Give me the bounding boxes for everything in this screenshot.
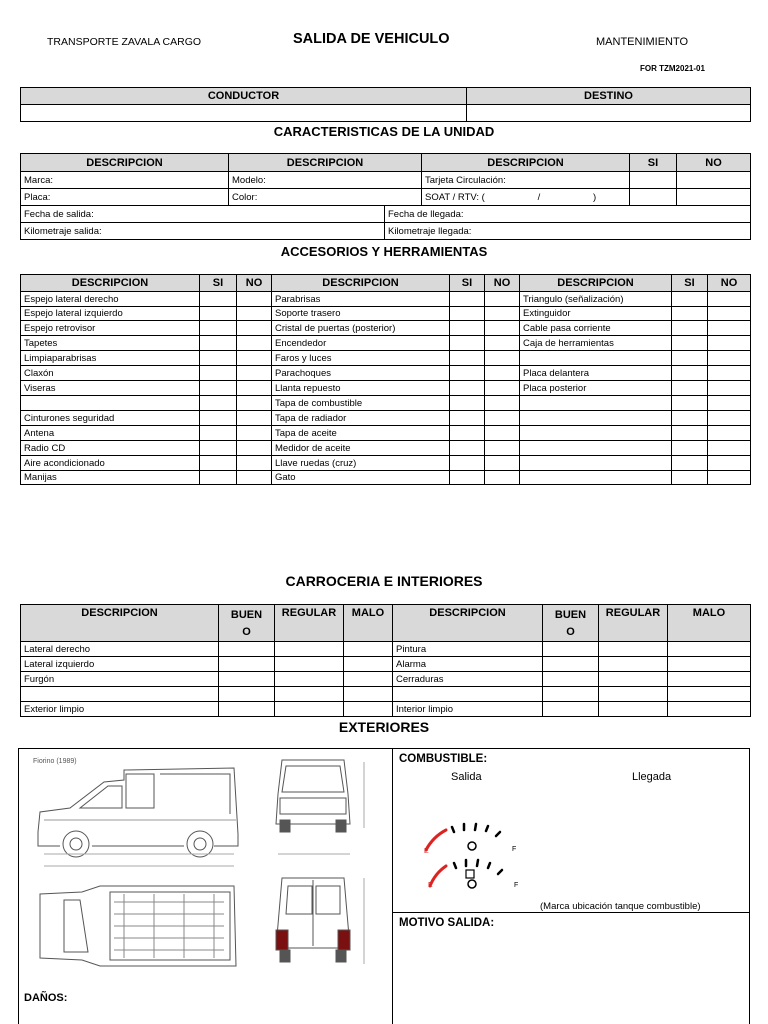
accesorio-item: Aire acondicionado [21,456,200,471]
accesorio-no-cell[interactable] [237,307,272,321]
accesorio-item: Tapa de combustible [272,396,450,411]
accesorio-item: Parabrisas [272,292,450,307]
carroceria-regular-cell[interactable] [275,687,344,702]
carroceria-item: Exterior limpio [21,702,219,717]
accesorio-si-cell[interactable] [450,426,485,441]
destino-header: DESTINO [467,88,751,105]
carroceria-malo-cell[interactable] [344,642,393,657]
accesorio-si-cell[interactable] [450,307,485,321]
accesorio-item: Llave ruedas (cruz) [272,456,450,471]
accesorio-item: Placa posterior [520,381,672,396]
accesorio-si-cell[interactable] [200,426,237,441]
accesorio-si-cell[interactable] [200,396,237,411]
combustible-label: COMBUSTIBLE: [399,753,488,765]
regular-header: REGULAR [275,605,344,642]
caracteristicas-table [20,153,751,240]
accesorio-item: Espejo lateral izquierdo [21,307,200,321]
accesorio-item [520,441,672,456]
accesorio-si-cell[interactable] [672,292,708,307]
driver-destination-table [20,87,751,122]
accesorio-si-cell[interactable] [200,471,237,485]
carroceria-malo-cell[interactable] [668,642,751,657]
accesorio-si-cell[interactable] [672,336,708,351]
accesorio-no-cell[interactable] [485,441,520,456]
accesorio-no-cell[interactable] [237,366,272,381]
divider [392,912,750,913]
accesorio-no-cell[interactable] [708,366,751,381]
accesorio-no-cell[interactable] [485,336,520,351]
desc-header: DESCRIPCION [229,154,422,172]
accesorio-item: Viseras [21,381,200,396]
accesorio-si-cell[interactable] [450,366,485,381]
accesorio-si-cell[interactable] [200,307,237,321]
accesorio-item: Encendedor [272,336,450,351]
carroceria-regular-cell[interactable] [599,657,668,672]
no-header: NO [708,275,751,292]
accesorio-no-cell[interactable] [485,426,520,441]
accesorio-item: Caja de herramientas [520,336,672,351]
accesorio-si-cell[interactable] [200,351,237,366]
accesorio-item: Espejo retrovisor [21,321,200,336]
motivo-salida-field[interactable] [394,934,748,1022]
si-header: SI [450,275,485,292]
accesorio-no-cell[interactable] [708,321,751,336]
carroceria-title: CARROCERIA E INTERIORES [285,573,483,589]
accesorio-no-cell[interactable] [708,336,751,351]
caracteristicas-title: CARACTERISTICAS DE LA UNIDAD [273,124,495,139]
fecha-llegada-field[interactable]: Fecha de llegada: [385,206,751,223]
accesorio-no-cell[interactable] [708,351,751,366]
fuel-gauge-icon[interactable] [402,808,542,900]
desc-header: DESCRIPCION [272,275,450,292]
soat-field[interactable]: SOAT / RTV: ( / ) [422,189,630,206]
accesorio-no-cell[interactable] [708,292,751,307]
form-code: FOR TZM2021-01 [640,64,705,73]
accesorio-item [520,396,672,411]
gauge-empty-label: E [428,882,433,889]
accesorio-si-cell[interactable] [450,321,485,336]
malo-header: MALO [668,605,751,642]
divider [392,748,393,1024]
bueno-header: BUEN O [219,605,275,642]
carroceria-malo-cell[interactable] [344,672,393,687]
accesorio-si-cell[interactable] [672,441,708,456]
accesorio-item: Limpiaparabrisas [21,351,200,366]
desc-header: DESCRIPCION [520,275,672,292]
accesorio-si-cell[interactable] [200,336,237,351]
fecha-salida-field[interactable]: Fecha de salida: [21,206,385,223]
accesorio-no-cell[interactable] [485,411,520,426]
carroceria-bueno-cell[interactable] [219,657,275,672]
accesorio-item: Cristal de puertas (posterior) [272,321,450,336]
carroceria-regular-cell[interactable] [599,642,668,657]
carroceria-bueno-cell[interactable] [219,642,275,657]
carroceria-item: Lateral derecho [21,642,219,657]
accesorio-si-cell[interactable] [672,396,708,411]
accesorio-item: Radio CD [21,441,200,456]
accesorio-no-cell[interactable] [708,426,751,441]
regular-header: REGULAR [599,605,668,642]
carroceria-regular-cell[interactable] [275,657,344,672]
si-header: SI [200,275,237,292]
color-field[interactable]: Color: [229,189,422,206]
accesorio-no-cell[interactable] [237,351,272,366]
accesorio-no-cell[interactable] [708,307,751,321]
accesorio-item: Tapetes [21,336,200,351]
accesorio-item [520,456,672,471]
accesorio-no-cell[interactable] [237,456,272,471]
danos-label: DAÑOS: [24,992,68,1004]
carroceria-regular-cell[interactable] [275,642,344,657]
accesorio-no-cell[interactable] [485,321,520,336]
placa-field[interactable]: Placa: [21,189,229,206]
accesorio-no-cell[interactable] [708,396,751,411]
carroceria-bueno-cell[interactable] [543,657,599,672]
carroceria-malo-cell[interactable] [668,687,751,702]
accesorio-no-cell[interactable] [485,292,520,307]
accesorio-no-cell[interactable] [485,456,520,471]
accesorio-si-cell[interactable] [450,351,485,366]
tarjeta-no[interactable] [677,172,751,189]
accesorio-no-cell[interactable] [708,381,751,396]
accesorio-item: Placa delantera [520,366,672,381]
vehicle-diagram[interactable] [24,754,384,994]
accesorio-si-cell[interactable] [450,411,485,426]
vehicle-front-view-icon [276,760,364,854]
accesorio-si-cell[interactable] [200,381,237,396]
accesorio-si-cell[interactable] [450,336,485,351]
accesorio-si-cell[interactable] [200,456,237,471]
accesorio-si-cell[interactable] [672,411,708,426]
destino-field[interactable] [467,105,751,122]
gauge-note: (Marca ubicación tanque combustible) [540,901,701,912]
carroceria-malo-cell[interactable] [344,702,393,717]
carroceria-item: Interior limpio [393,702,543,717]
accesorio-si-cell[interactable] [672,351,708,366]
accesorio-no-cell[interactable] [237,381,272,396]
accesorio-item: Triangulo (señalización) [520,292,672,307]
accesorio-si-cell[interactable] [672,321,708,336]
carroceria-malo-cell[interactable] [668,702,751,717]
carroceria-item: Alarma [393,657,543,672]
accesorio-item: Claxón [21,366,200,381]
accesorio-no-cell[interactable] [485,366,520,381]
malo-header: MALO [344,605,393,642]
accesorio-item: Soporte trasero [272,307,450,321]
accesorio-item: Cable pasa corriente [520,321,672,336]
accesorio-no-cell[interactable] [485,307,520,321]
accesorio-item: Gato [272,471,450,485]
department: MANTENIMIENTO [596,36,689,48]
accesorio-no-cell[interactable] [237,292,272,307]
accesorio-item: Cinturones seguridad [21,411,200,426]
desc-header: DESCRIPCION [422,154,630,172]
carroceria-regular-cell[interactable] [599,687,668,702]
accesorio-item [520,426,672,441]
si-header: SI [672,275,708,292]
accesorio-item: Antena [21,426,200,441]
carroceria-bueno-cell[interactable] [219,687,275,702]
accesorio-si-cell[interactable] [672,366,708,381]
desc-header: DESCRIPCION [393,605,543,642]
accesorio-si-cell[interactable] [450,292,485,307]
accesorio-item [520,411,672,426]
accesorio-item [21,396,200,411]
desc-header: DESCRIPCION [21,605,219,642]
accesorio-no-cell[interactable] [237,441,272,456]
gauge-empty-label: E [424,848,429,855]
bueno-header: BUEN O [543,605,599,642]
no-header: NO [677,154,751,172]
accesorio-no-cell[interactable] [237,396,272,411]
tarjeta-si[interactable] [630,172,677,189]
accesorio-si-cell[interactable] [450,471,485,485]
accesorio-item: Manijas [21,471,200,485]
gauge-full-label: F [514,882,519,889]
accesorio-si-cell[interactable] [200,411,237,426]
accesorio-si-cell[interactable] [672,456,708,471]
accesorio-no-cell[interactable] [708,441,751,456]
accesorio-no-cell[interactable] [485,351,520,366]
accesorio-si-cell[interactable] [672,307,708,321]
accesorio-item: Faros y luces [272,351,450,366]
accesorio-si-cell[interactable] [450,441,485,456]
carroceria-bueno-cell[interactable] [543,672,599,687]
conductor-field[interactable] [21,105,467,122]
accesorio-item: Medidor de aceite [272,441,450,456]
carroceria-table [20,604,751,717]
desc-header: DESCRIPCION [21,154,229,172]
carroceria-item [393,687,543,702]
si-header: SI [630,154,677,172]
conductor-header: CONDUCTOR [21,88,467,105]
gauge-full-label: F [512,846,517,853]
carroceria-malo-cell[interactable] [344,657,393,672]
accesorio-si-cell[interactable] [450,396,485,411]
accesorio-no-cell[interactable] [237,471,272,485]
carroceria-regular-cell[interactable] [275,702,344,717]
accesorios-table [20,274,751,485]
accesorio-item [520,351,672,366]
km-salida-field[interactable]: Kilometraje salida: [21,223,385,240]
desc-header: DESCRIPCION [21,275,200,292]
accesorio-no-cell[interactable] [485,381,520,396]
no-header: NO [485,275,520,292]
llegada-label: Llegada [632,771,672,783]
vehicle-side-view-icon [38,768,238,866]
km-llegada-field[interactable]: Kilometraje llegada: [385,223,751,240]
salida-label: Salida [451,771,482,783]
company-name: TRANSPORTE ZAVALA CARGO [47,36,202,48]
accesorio-item: Tapa de aceite [272,426,450,441]
accesorio-si-cell[interactable] [200,292,237,307]
accesorio-item [520,471,672,485]
soat-no[interactable] [677,189,751,206]
accesorio-no-cell[interactable] [708,471,751,485]
accesorio-item: Llanta repuesto [272,381,450,396]
carroceria-regular-cell[interactable] [599,672,668,687]
accesorio-si-cell[interactable] [672,471,708,485]
accesorio-si-cell[interactable] [672,426,708,441]
vehicle-rear-view-icon [276,878,364,964]
accesorio-no-cell[interactable] [708,411,751,426]
accesorio-si-cell[interactable] [200,366,237,381]
carroceria-malo-cell[interactable] [668,657,751,672]
carroceria-bueno-cell[interactable] [219,672,275,687]
carroceria-item: Pintura [393,642,543,657]
carroceria-bueno-cell[interactable] [543,642,599,657]
carroceria-malo-cell[interactable] [668,672,751,687]
accesorio-item: Extinguidor [520,307,672,321]
modelo-field[interactable]: Modelo: [229,172,422,189]
accesorios-title: ACCESORIOS Y HERRAMIENTAS [280,244,488,259]
carroceria-regular-cell[interactable] [599,702,668,717]
carroceria-item: Cerraduras [393,672,543,687]
form-title: SALIDA DE VEHICULO [293,31,450,47]
accesorio-si-cell[interactable] [672,381,708,396]
accesorio-si-cell[interactable] [450,456,485,471]
accesorio-si-cell[interactable] [450,381,485,396]
vehicle-model-label: Fiorino (1989) [33,758,77,765]
accesorio-no-cell[interactable] [708,456,751,471]
motivo-salida-label: MOTIVO SALIDA: [399,917,495,929]
carroceria-regular-cell[interactable] [275,672,344,687]
accesorio-no-cell[interactable] [237,336,272,351]
carroceria-bueno-cell[interactable] [219,702,275,717]
tarjeta-field[interactable]: Tarjeta Circulación: [422,172,630,189]
carroceria-bueno-cell[interactable] [543,687,599,702]
vehicle-top-view-icon [40,886,236,966]
accesorio-no-cell[interactable] [237,411,272,426]
exteriores-title: EXTERIORES [338,719,430,735]
accesorio-no-cell[interactable] [485,396,520,411]
carroceria-malo-cell[interactable] [344,687,393,702]
accesorio-si-cell[interactable] [200,321,237,336]
no-header: NO [237,275,272,292]
carroceria-bueno-cell[interactable] [543,702,599,717]
accesorio-item: Espejo lateral derecho [21,292,200,307]
accesorio-no-cell[interactable] [485,471,520,485]
soat-si[interactable] [630,189,677,206]
accesorio-si-cell[interactable] [200,441,237,456]
accesorio-no-cell[interactable] [237,426,272,441]
carroceria-item: Lateral izquierdo [21,657,219,672]
carroceria-item [21,687,219,702]
marca-field[interactable]: Marca: [21,172,229,189]
accesorio-no-cell[interactable] [237,321,272,336]
accesorio-item: Parachoques [272,366,450,381]
accesorio-item: Tapa de radiador [272,411,450,426]
carroceria-item: Furgón [21,672,219,687]
